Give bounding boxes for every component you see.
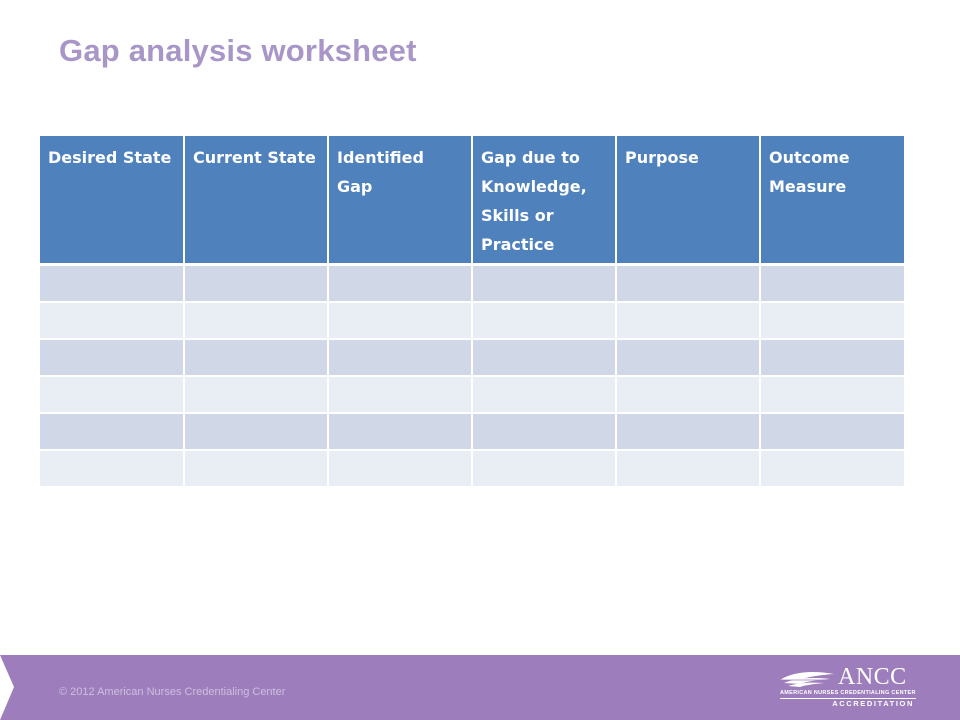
table-cell[interactable] (184, 413, 328, 450)
table-cell[interactable] (616, 413, 760, 450)
table-cell[interactable] (760, 450, 904, 487)
table-cell[interactable] (328, 376, 472, 413)
header-gap-cause: Gap due to Knowledge, Skills or Practice (472, 136, 616, 265)
table-cell[interactable] (328, 339, 472, 376)
table-cell[interactable] (472, 302, 616, 339)
header-desired-state: Desired State (40, 136, 184, 265)
table-cell[interactable] (328, 265, 472, 303)
logo-subtitle: ACCREDITATION (832, 699, 914, 708)
header-identified-gap: Identified Gap (328, 136, 472, 265)
table-row (40, 413, 904, 450)
table-cell[interactable] (760, 265, 904, 303)
table-cell[interactable] (616, 450, 760, 487)
table-cell[interactable] (40, 450, 184, 487)
table-cell[interactable] (184, 302, 328, 339)
table-cell[interactable] (40, 413, 184, 450)
table-row (40, 376, 904, 413)
table-cell[interactable] (184, 265, 328, 303)
table-cell[interactable] (328, 450, 472, 487)
table-row (40, 265, 904, 303)
table-cell[interactable] (472, 376, 616, 413)
copyright-text: © 2012 American Nurses Credentialing Center (59, 686, 286, 698)
table-cell[interactable] (40, 339, 184, 376)
table-cell[interactable] (760, 339, 904, 376)
table-cell[interactable] (40, 302, 184, 339)
gap-analysis-table (40, 136, 904, 488)
ancc-logo (778, 664, 918, 710)
table-cell[interactable] (760, 376, 904, 413)
table-cell[interactable] (616, 302, 760, 339)
table-row (40, 450, 904, 487)
table-row (40, 302, 904, 339)
logo-name: ANCC (838, 664, 907, 690)
logo-full-name: AMERICAN NURSES CREDENTIALING CENTER (780, 690, 916, 699)
table-cell[interactable] (760, 413, 904, 450)
table-cell[interactable] (616, 376, 760, 413)
table-header-row (40, 136, 904, 265)
table-cell[interactable] (472, 450, 616, 487)
ancc-feather-icon (778, 668, 836, 690)
table-cell[interactable] (472, 339, 616, 376)
table-cell[interactable] (40, 376, 184, 413)
slide-title: Gap analysis worksheet (59, 33, 417, 68)
header-purpose: Purpose (616, 136, 760, 265)
table-cell[interactable] (616, 265, 760, 303)
table-cell[interactable] (472, 265, 616, 303)
header-current-state: Current State (184, 136, 328, 265)
table-row (40, 339, 904, 376)
table-cell[interactable] (184, 450, 328, 487)
table-cell[interactable] (472, 413, 616, 450)
table-cell[interactable] (40, 265, 184, 303)
table-cell[interactable] (328, 302, 472, 339)
table-cell[interactable] (760, 302, 904, 339)
table-cell[interactable] (184, 376, 328, 413)
table-cell[interactable] (184, 339, 328, 376)
table-cell[interactable] (328, 413, 472, 450)
footer-notch (0, 655, 14, 720)
header-outcome-measure: Outcome Measure (760, 136, 904, 265)
table-cell[interactable] (616, 339, 760, 376)
